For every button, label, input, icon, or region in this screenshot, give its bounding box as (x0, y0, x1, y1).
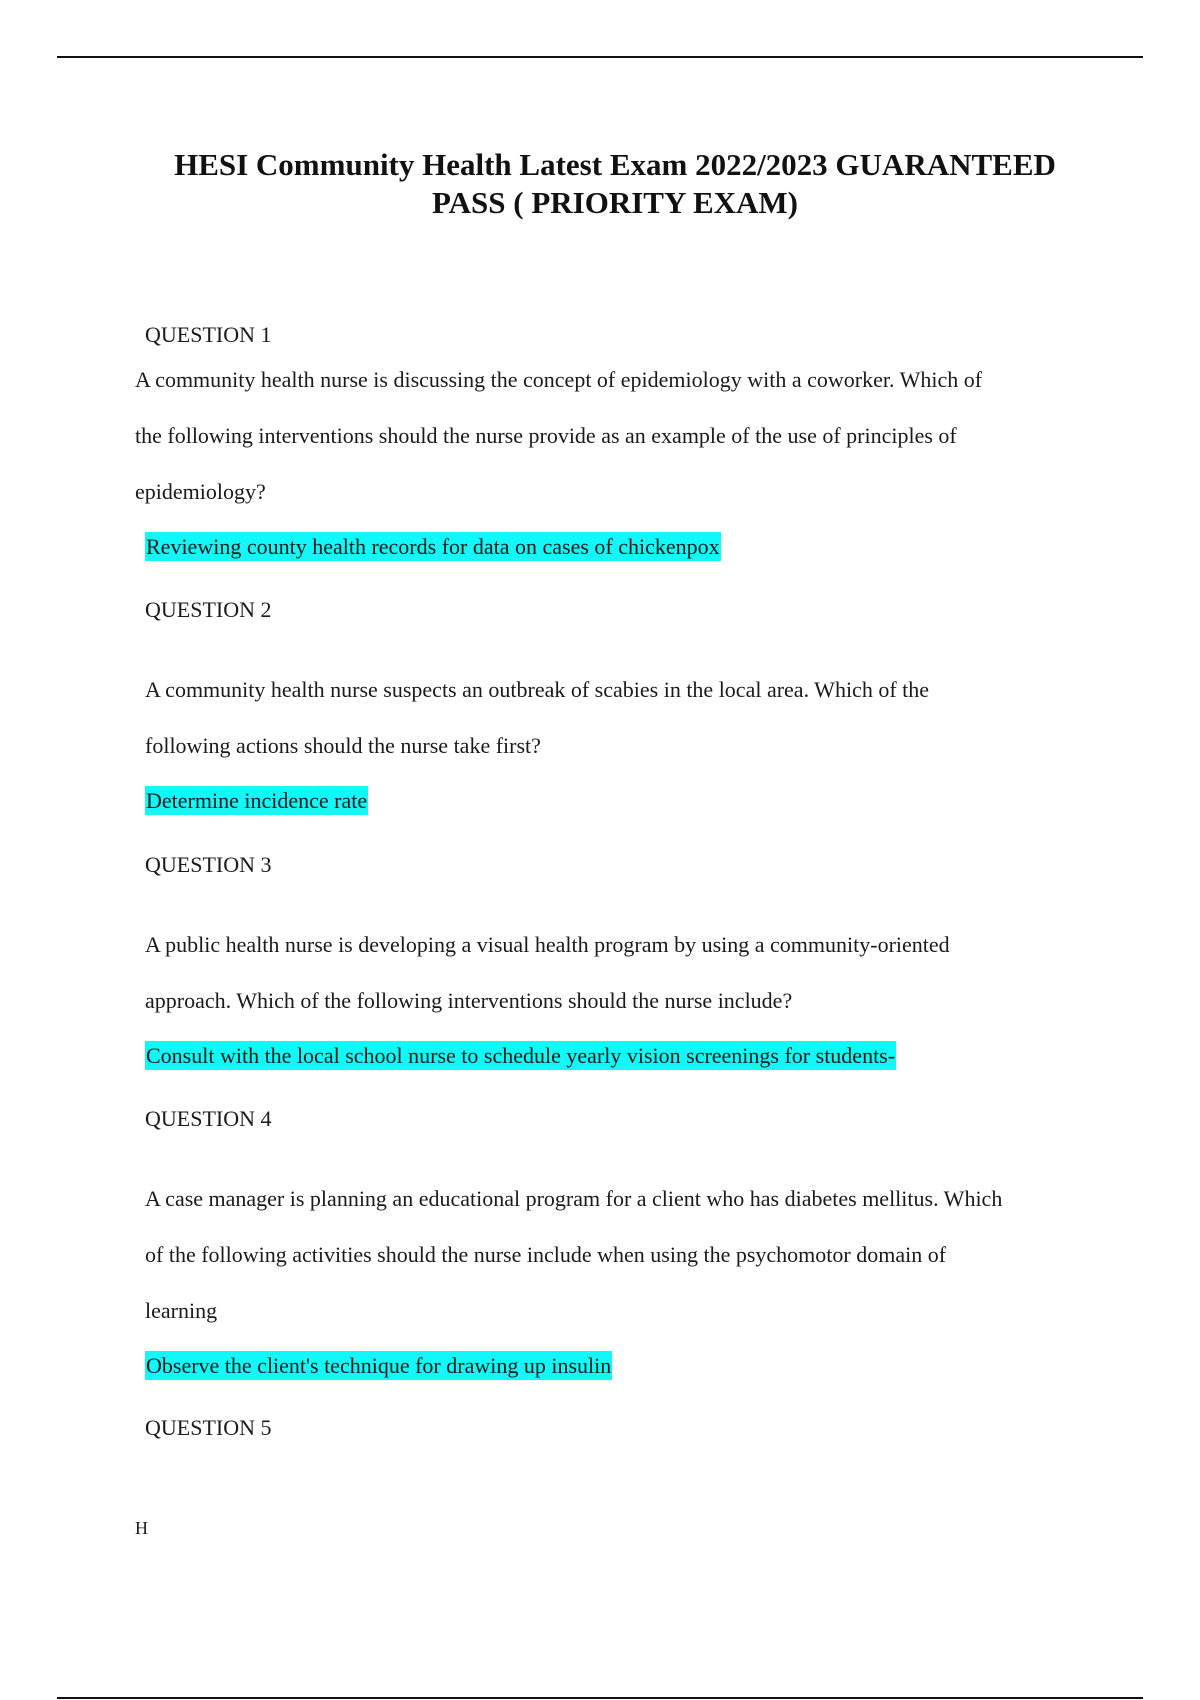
question-text (145, 662, 929, 774)
question-line: following actions should the nurse take first? (145, 733, 541, 758)
question-text (145, 917, 950, 1029)
question-label: QUESTION 2 (145, 597, 272, 622)
question-line: learning (145, 1298, 218, 1323)
question-text (145, 1171, 1002, 1339)
answer-highlight: Consult with the local school nurse to schedule yearly vision screenings for students- (146, 1043, 896, 1068)
question-line: A case manager is planning an educational program for a client who has diabetes mellitus. Which (145, 1186, 1003, 1211)
question-line: approach. Which of the following interventions should the nurse include? (145, 988, 793, 1013)
answer-highlight: Observe the client's technique for drawing up insulin (146, 1353, 612, 1378)
question-line: A community health nurse suspects an outbreak of scabies in the local area. Which of the (145, 677, 930, 702)
question-label: QUESTION 1 (145, 322, 272, 347)
question-line: A community health nurse is discussing the concept of epidemiology with a coworker. Which of (135, 367, 983, 392)
title-line-2: PASS ( PRIORITY EXAM) (432, 185, 798, 220)
question-line: A public health nurse is developing a visual health program by using a community-oriented (145, 932, 950, 957)
answer-highlight: Reviewing county health records for data on cases of chickenpox (146, 534, 720, 559)
title-line-1: HESI Community Health Latest Exam 2022/2023 GUARANTEED (174, 147, 1056, 182)
question-label: QUESTION 4 (145, 1106, 272, 1131)
top-rule (57, 56, 1143, 58)
question-text (135, 352, 982, 520)
question-line: epidemiology? (135, 479, 266, 504)
question-label: QUESTION 5 (145, 1415, 272, 1440)
answer-highlight: Determine incidence rate (146, 788, 368, 813)
footer-mark: H (135, 1518, 148, 1538)
document-title (100, 146, 1130, 222)
question-label: QUESTION 3 (145, 852, 272, 877)
question-line: of the following activities should the nurse include when using the psychomotor domain of (145, 1242, 947, 1267)
bottom-rule (57, 1697, 1143, 1699)
question-line: the following interventions should the nurse provide as an example of the use of principles of (135, 423, 957, 448)
